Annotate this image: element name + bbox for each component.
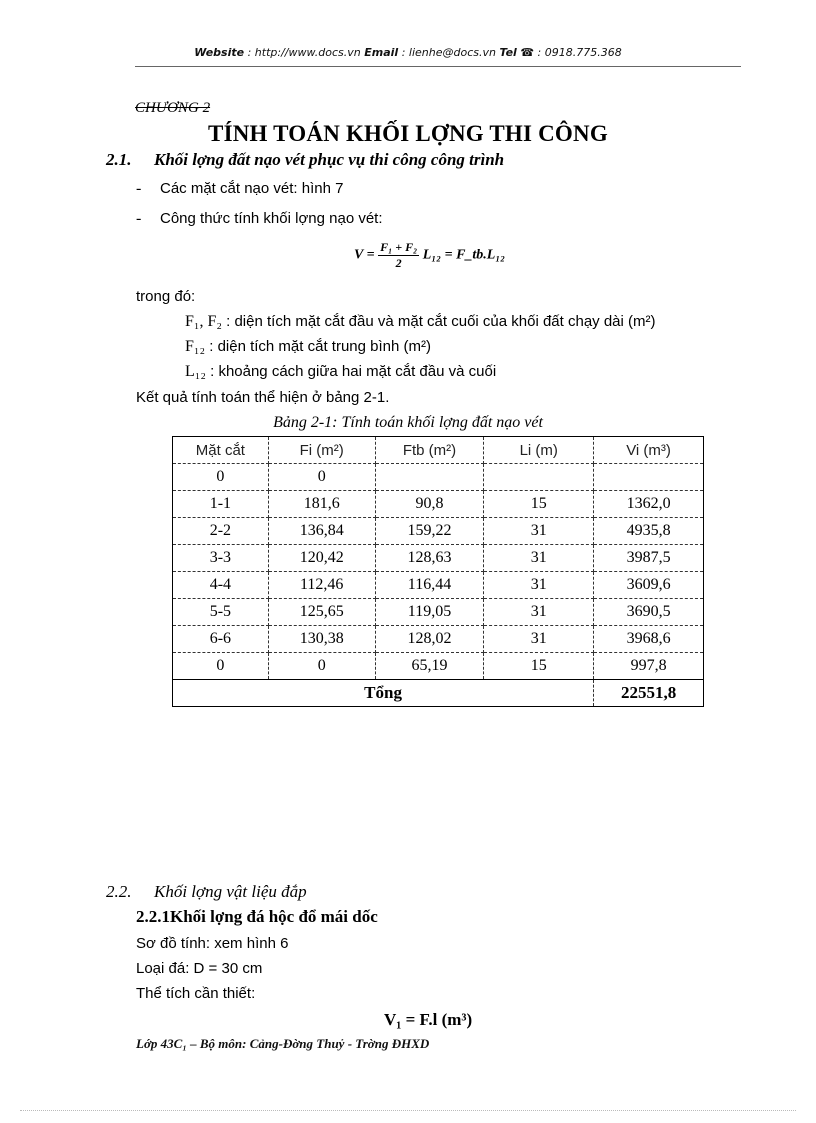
- tel-value: : 0918.775.368: [534, 46, 622, 59]
- phone-icon: ☎: [520, 46, 535, 59]
- formula-lhs: V =: [354, 247, 375, 263]
- dash-bullet-icon: -: [136, 210, 142, 227]
- definition-text: : khoảng cách giữa hai mặt cắt đầu và cuối: [205, 363, 497, 380]
- formula-rhs: L₁₂ = F_tb.L₁₂: [422, 247, 506, 263]
- page-header: [0, 46, 816, 59]
- excavation-volume-table: [172, 436, 704, 707]
- section-2-2-heading: [106, 882, 307, 902]
- table-cell: 0: [173, 464, 269, 491]
- table-cell: 31: [484, 518, 594, 545]
- table-cell: 31: [484, 599, 594, 626]
- table-cell: 31: [484, 572, 594, 599]
- subsection-title: 2.2.1Khối lợng đá hộc đổ mái dốc: [136, 907, 378, 926]
- table-cell: 15: [484, 491, 594, 518]
- total-value: 22551,8: [594, 680, 704, 707]
- table-cell: 159,22: [375, 518, 484, 545]
- table-cell: 65,19: [375, 653, 484, 680]
- table-cell: 5-5: [173, 599, 269, 626]
- volume-formula-2: V₁ = F.l (m³): [384, 1010, 473, 1029]
- table-total-row: [173, 680, 704, 707]
- section-number: 2.2.: [106, 882, 132, 901]
- bullet-text: Các mặt cắt nạo vét: hình 7: [160, 180, 344, 197]
- table-cell: 125,65: [268, 599, 375, 626]
- table-cell: 3690,5: [594, 599, 704, 626]
- page-footer: Lớp 43C₁ – Bộ môn: Cảng-Đờng Thuỷ - Trờng ĐHXD: [136, 1036, 430, 1051]
- definition-line: [185, 313, 656, 331]
- formula-denominator: 2: [395, 256, 402, 270]
- table-cell: 997,8: [594, 653, 704, 680]
- dash-bullet-icon: -: [136, 180, 142, 197]
- section-2-1-heading: [106, 150, 504, 170]
- table-cell: 0: [268, 653, 375, 680]
- table-caption: Bảng 2-1: Tính toán khối lợng đất nạo vét: [273, 414, 543, 431]
- table-cell: 2-2: [173, 518, 269, 545]
- table-row: [173, 599, 704, 626]
- page-bottom-divider: [20, 1110, 796, 1111]
- table-cell: 3968,6: [594, 626, 704, 653]
- table-cell: 3609,6: [594, 572, 704, 599]
- table-cell: 119,05: [375, 599, 484, 626]
- column-header: Li (m): [484, 437, 594, 464]
- column-header: Vi (m³): [594, 437, 704, 464]
- table-row: [173, 464, 704, 491]
- table-cell: 128,02: [375, 626, 484, 653]
- table-row: [173, 545, 704, 572]
- table-cell: 4935,8: [594, 518, 704, 545]
- website-value: : http://www.docs.vn: [244, 46, 365, 59]
- table-cell: 4-4: [173, 572, 269, 599]
- definition-symbol: L₁₂: [185, 363, 206, 380]
- table-cell: 31: [484, 626, 594, 653]
- section-title: Khối lợng đất nạo vét phục vụ thi công công trình: [154, 150, 505, 169]
- definition-line: [185, 363, 496, 381]
- definition-text: : diện tích mặt cắt trung bình (m²): [205, 338, 431, 355]
- body-line: Sơ đồ tính: xem hình 6: [136, 935, 289, 952]
- chapter-title: TÍNH TOÁN KHỐI LỢNG THI CÔNG: [208, 121, 608, 146]
- column-header: Ftb (m²): [375, 437, 484, 464]
- table-row: [173, 518, 704, 545]
- table-row: [173, 626, 704, 653]
- result-text: Kết quả tính toán thể hiện ở bảng 2-1.: [136, 389, 390, 406]
- table-row: [173, 491, 704, 518]
- table-cell: 136,84: [268, 518, 375, 545]
- table-cell: [594, 464, 704, 491]
- table-cell: 90,8: [375, 491, 484, 518]
- table-cell: 3987,5: [594, 545, 704, 572]
- total-label: Tổng: [173, 680, 594, 707]
- table-cell: 0: [268, 464, 375, 491]
- column-header: Mặt cắt: [173, 437, 269, 464]
- table-row: [173, 572, 704, 599]
- table-cell: 130,38: [268, 626, 375, 653]
- where-label: trong đó:: [136, 288, 196, 305]
- table-cell: 6-6: [173, 626, 269, 653]
- section-number: 2.1.: [106, 150, 132, 169]
- section-title: Khối lợng vật liệu đắp: [154, 882, 307, 901]
- definition-symbol: F₁, F₂: [185, 313, 222, 330]
- formula-fraction: [378, 240, 419, 271]
- tel-label: Tel: [499, 46, 517, 59]
- chapter-label: CHƯƠNG 2: [135, 100, 211, 116]
- body-line: Loại đá: D = 30 cm: [136, 960, 263, 977]
- body-line: Thể tích cần thiết:: [136, 985, 256, 1002]
- table-header-row: [173, 437, 704, 464]
- definition-line: [185, 338, 431, 356]
- table-cell: 128,63: [375, 545, 484, 572]
- table-cell: [375, 464, 484, 491]
- website-label: Website: [194, 46, 245, 59]
- table-cell: 112,46: [268, 572, 375, 599]
- table-cell: 15: [484, 653, 594, 680]
- bullet-item: [136, 180, 343, 198]
- table-cell: 116,44: [375, 572, 484, 599]
- table-row: [173, 653, 704, 680]
- table-cell: 181,6: [268, 491, 375, 518]
- header-divider: [135, 66, 741, 67]
- table-cell: 120,42: [268, 545, 375, 572]
- table-cell: 0: [173, 653, 269, 680]
- table-cell: 31: [484, 545, 594, 572]
- email-label: Email: [364, 46, 399, 59]
- email-value: : lienhe@docs.vn: [398, 46, 500, 59]
- definition-symbol: F₁₂: [185, 338, 206, 355]
- definition-text: : diện tích mặt cắt đầu và mặt cắt cuối của khối đất chạy dài (m²): [221, 313, 656, 330]
- table-cell: 1362,0: [594, 491, 704, 518]
- table-cell: [484, 464, 594, 491]
- bullet-text: Công thức tính khối lợng nạo vét:: [160, 210, 383, 227]
- table-cell: 3-3: [173, 545, 269, 572]
- bullet-item: [136, 210, 383, 228]
- table-cell: 1-1: [173, 491, 269, 518]
- column-header: Fi (m²): [268, 437, 375, 464]
- formula-numerator: F₁ + F₂: [380, 240, 418, 254]
- volume-formula: [354, 240, 505, 271]
